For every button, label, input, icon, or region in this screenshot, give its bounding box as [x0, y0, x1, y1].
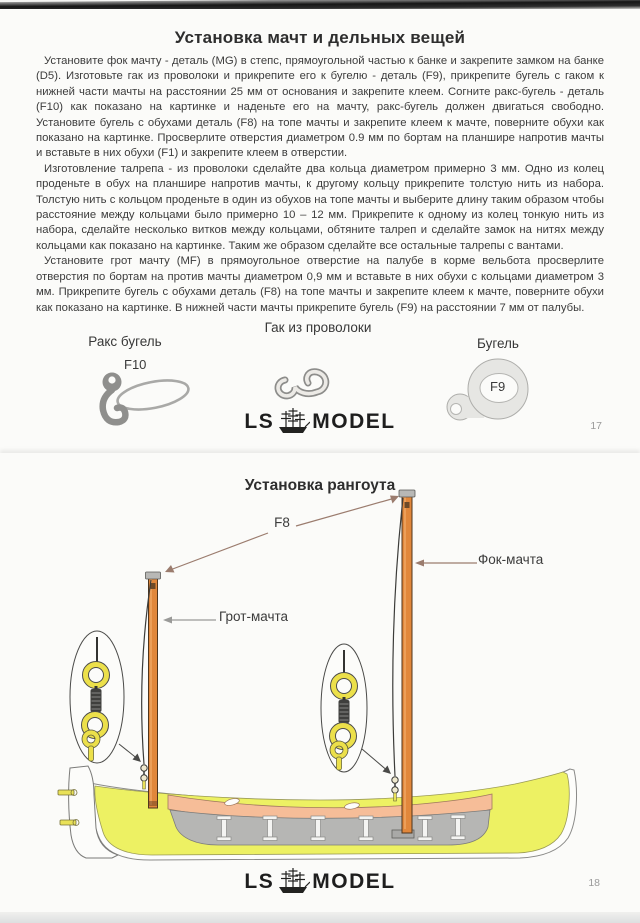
rudder-pin	[58, 790, 77, 796]
instruction-paragraph: Установите фок мачту - деталь (MG) в степс, прямоугольной частью к банке и закрепите замком на банке (D5). Изготовьте гак из проволоки и прикрепите его к бугелю - деталь (F9), прикрепите бугель с гаком к нижней части мачты на расстоянии 25 мм от основания и закрепите клеем. Согните ракс-бугель - деталь (F10) как показано на картинке и наденьте его на мачту, ракс-бугель должен двигаться свободно. Установите бугель с обухами деталь (F8) на топе мачты и закрепите клеем к мачте, поверните обухи как показано на картинке. Просверлите отверстия диаметром 0.9 мм по бортам на планшире напротив мачты и вставьте в них обухи (F1) и закрепите клеем в отверстии.	[36, 55, 604, 160]
masthead-band-f8	[399, 490, 415, 497]
page-17	[0, 9, 640, 453]
fore-mast-stay	[393, 498, 403, 776]
page-title: Установка мачт и дельных вещей	[174, 28, 466, 47]
main-mast-arrow	[163, 617, 216, 624]
figure-label-bugel: Бугель	[477, 336, 519, 351]
instruction-paragraph: Установите грот мачту (MF) в прямоугольное отверстие на палубе в корме вельбота просверлите отверстия по бортам на против мачты диаметром 0,9 мм и вставьте в них обухи с кольцами диаметром 3 мм. Прикрепите бугель с обухами деталь (F8) на топе мачты и закрепите клеем к мачте, поверните обухи как показано на картинке. В нижней части мачты прикрепите бугель (F9) на расстоянии 7 мм от палубы.	[36, 255, 604, 314]
label-f8: F8	[274, 515, 290, 530]
ls-model-logo	[0, 406, 640, 438]
masthead-band-f8	[146, 572, 161, 579]
part-label-f10: F10	[124, 357, 147, 372]
logo-text-model: MODEL	[312, 410, 396, 433]
instruction-paragraph: Изготовление талрепа - из проволоки сделайте два кольца диаметром примерно 3 мм. Одно из колец проденьте в обух на планшире напротив мачты, к другому кольцу прикрепите толстую нить из набора. Толстую нить с кольцом проденьте в один из обухов на топе мачты и выберите длину таким образом чтобы расстояние между кольцами было примерно 10 – 12 мм. Прикрепите к одному из колец тонкую нить из набора, сделайте несколько витков между кольцами, обтяните талреп и сделайте замок на нитях между кольцами как показано на картинке. Таким же образом сделайте все остальные талрепы с вантами.	[36, 162, 604, 252]
ship-logo-icon	[276, 406, 310, 436]
rudder-pin	[60, 820, 79, 826]
page-number: 18	[588, 877, 600, 889]
logo-text-ls: LS	[244, 410, 275, 433]
page-number: 17	[590, 420, 602, 432]
ship-logo-icon	[276, 866, 310, 896]
scanner-bottom-shadow	[0, 912, 640, 923]
lashing-detail-left	[70, 631, 141, 763]
lashing-detail-right	[321, 644, 391, 774]
wire-hook	[278, 372, 326, 396]
part-label-f9: F9	[490, 379, 506, 394]
f8-arrow-left	[165, 533, 268, 573]
fore-mast	[399, 490, 415, 833]
label-main-mast: Грот-мачта	[219, 609, 289, 624]
wire-hook-figure	[272, 351, 348, 403]
label-fore-mast: Фок-мачта	[478, 552, 544, 567]
logo-text-ls: LS	[244, 870, 275, 893]
figure-label-raks-bugel: Ракс бугель	[88, 334, 162, 349]
page-18	[0, 453, 640, 912]
logo-text-model: MODEL	[312, 870, 396, 893]
ls-model-logo	[0, 866, 640, 898]
page-title: Установка рангоута	[244, 477, 396, 494]
turnbuckle-right	[392, 777, 398, 801]
f8-arrow-right	[296, 496, 399, 527]
whaleboat-hull	[58, 766, 576, 860]
figure-label-wire-hook: Гак из проволоки	[264, 320, 372, 335]
fore-mast-arrow	[415, 560, 477, 567]
rigging-diagram	[0, 483, 640, 863]
turnbuckle-left	[141, 765, 147, 789]
instruction-text	[36, 54, 604, 316]
